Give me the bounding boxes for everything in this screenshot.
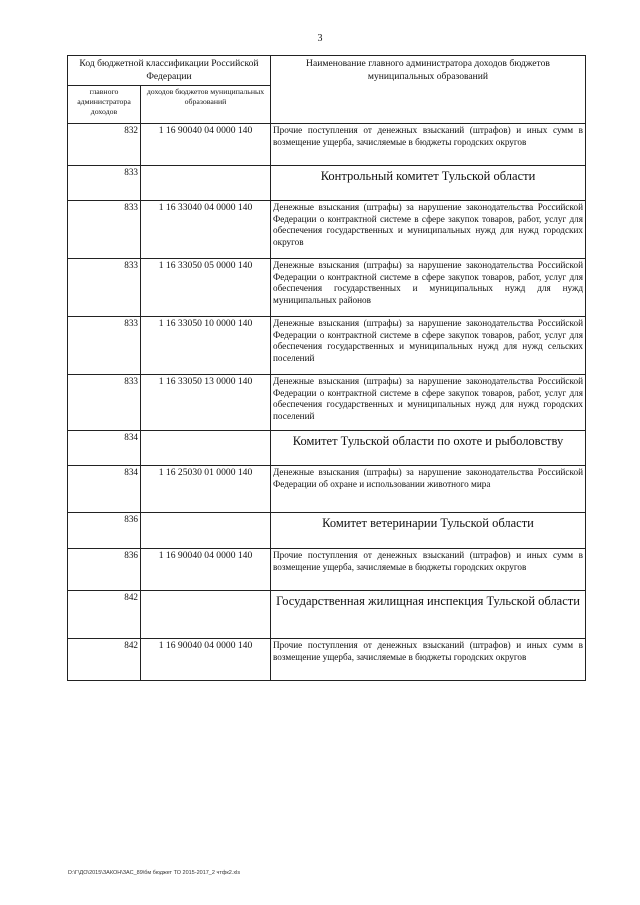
administrator-name-cell: Комитет Тульской области по охоте и рыболовству xyxy=(271,431,586,466)
administrator-title-row xyxy=(68,513,586,549)
admin-code-cell: 833 xyxy=(68,317,141,375)
admin-code-cell: 833 xyxy=(68,375,141,431)
description-cell: Денежные взыскания (штрафы) за нарушение законодательства Российской Федерации о контрактной системе в сфере закупок товаров, работ, услуг для обеспечения государственных и муниципальных нужд для нужд городских округов xyxy=(271,201,586,259)
administrator-name-cell: Контрольный комитет Тульской области xyxy=(271,166,586,201)
code-group-header: Код бюджетной классификации Российской Федерации xyxy=(68,56,271,86)
description-cell: Денежные взыскания (штрафы) за нарушение законодательства Российской Федерации о контрактной системе в сфере закупок товаров, работ, услуг для обеспечения государственных и муниципальных нужд для нужд муниципальных районов xyxy=(271,259,586,317)
description-cell: Прочие поступления от денежных взысканий (штрафов) и иных сумм в возмещение ущерба, зачисляемые в бюджеты городских округов xyxy=(271,639,586,681)
table-row xyxy=(68,639,586,681)
income-code-cell xyxy=(141,166,271,201)
file-path-footer: D:\Г\ДО\2015\ЗАКОН\ЗАС_89\бм бюджет ТО 2015-2017_2 чтфк2.xls xyxy=(68,870,241,876)
admin-column-header: главного администратора доходов xyxy=(68,86,141,124)
income-code-cell xyxy=(141,513,271,549)
table-row xyxy=(68,259,586,317)
admin-code-cell: 842 xyxy=(68,591,141,639)
table-row xyxy=(68,466,586,513)
income-code-cell: 1 16 90040 04 0000 140 xyxy=(141,639,271,681)
admin-code-cell: 842 xyxy=(68,639,141,681)
income-code-cell: 1 16 33050 13 0000 140 xyxy=(141,375,271,431)
income-code-cell: 1 16 33050 10 0000 140 xyxy=(141,317,271,375)
admin-code-cell: 833 xyxy=(68,166,141,201)
administrator-name-cell: Государственная жилищная инспекция Тульской области xyxy=(271,591,586,639)
name-column-header: Наименование главного администратора доходов бюджетов муниципальных образований xyxy=(271,56,586,124)
administrator-title-row xyxy=(68,591,586,639)
admin-code-cell: 833 xyxy=(68,201,141,259)
admin-code-cell: 832 xyxy=(68,124,141,166)
income-code-cell: 1 16 90040 04 0000 140 xyxy=(141,549,271,591)
income-code-cell: 1 16 90040 04 0000 140 xyxy=(141,124,271,166)
admin-code-cell: 836 xyxy=(68,513,141,549)
page-number: 3 xyxy=(317,33,323,44)
admin-code-cell: 834 xyxy=(68,431,141,466)
budget-classification-table xyxy=(67,55,586,681)
income-code-cell: 1 16 33050 05 0000 140 xyxy=(141,259,271,317)
table-row xyxy=(68,201,586,259)
income-code-cell: 1 16 25030 01 0000 140 xyxy=(141,466,271,513)
table-row xyxy=(68,317,586,375)
administrator-title-row xyxy=(68,166,586,201)
table-row xyxy=(68,124,586,166)
administrator-title-row xyxy=(68,431,586,466)
income-code-cell xyxy=(141,431,271,466)
income-code-cell: 1 16 33040 04 0000 140 xyxy=(141,201,271,259)
income-code-cell xyxy=(141,591,271,639)
admin-code-cell: 836 xyxy=(68,549,141,591)
income-column-header: доходов бюджетов муниципальных образований xyxy=(141,86,271,124)
admin-code-cell: 833 xyxy=(68,259,141,317)
admin-code-cell: 834 xyxy=(68,466,141,513)
description-cell: Денежные взыскания (штрафы) за нарушение законодательства Российской Федерации об охране и использовании животного мира xyxy=(271,466,586,513)
description-cell: Прочие поступления от денежных взысканий (штрафов) и иных сумм в возмещение ущерба, зачисляемые в бюджеты городских округов xyxy=(271,124,586,166)
description-cell: Прочие поступления от денежных взысканий (штрафов) и иных сумм в возмещение ущерба, зачисляемые в бюджеты городских округов xyxy=(271,549,586,591)
description-cell: Денежные взыскания (штрафы) за нарушение законодательства Российской Федерации о контрактной системе в сфере закупок товаров, работ, услуг для обеспечения государственных и муниципальных нужд для нужд сельских поселений xyxy=(271,317,586,375)
administrator-name-cell: Комитет ветеринарии Тульской области xyxy=(271,513,586,549)
table-row xyxy=(68,549,586,591)
description-cell: Денежные взыскания (штрафы) за нарушение законодательства Российской Федерации о контрактной системе в сфере закупок товаров, работ, услуг для обеспечения государственных и муниципальных нужд для нужд городских поселений xyxy=(271,375,586,431)
table-row xyxy=(68,375,586,431)
